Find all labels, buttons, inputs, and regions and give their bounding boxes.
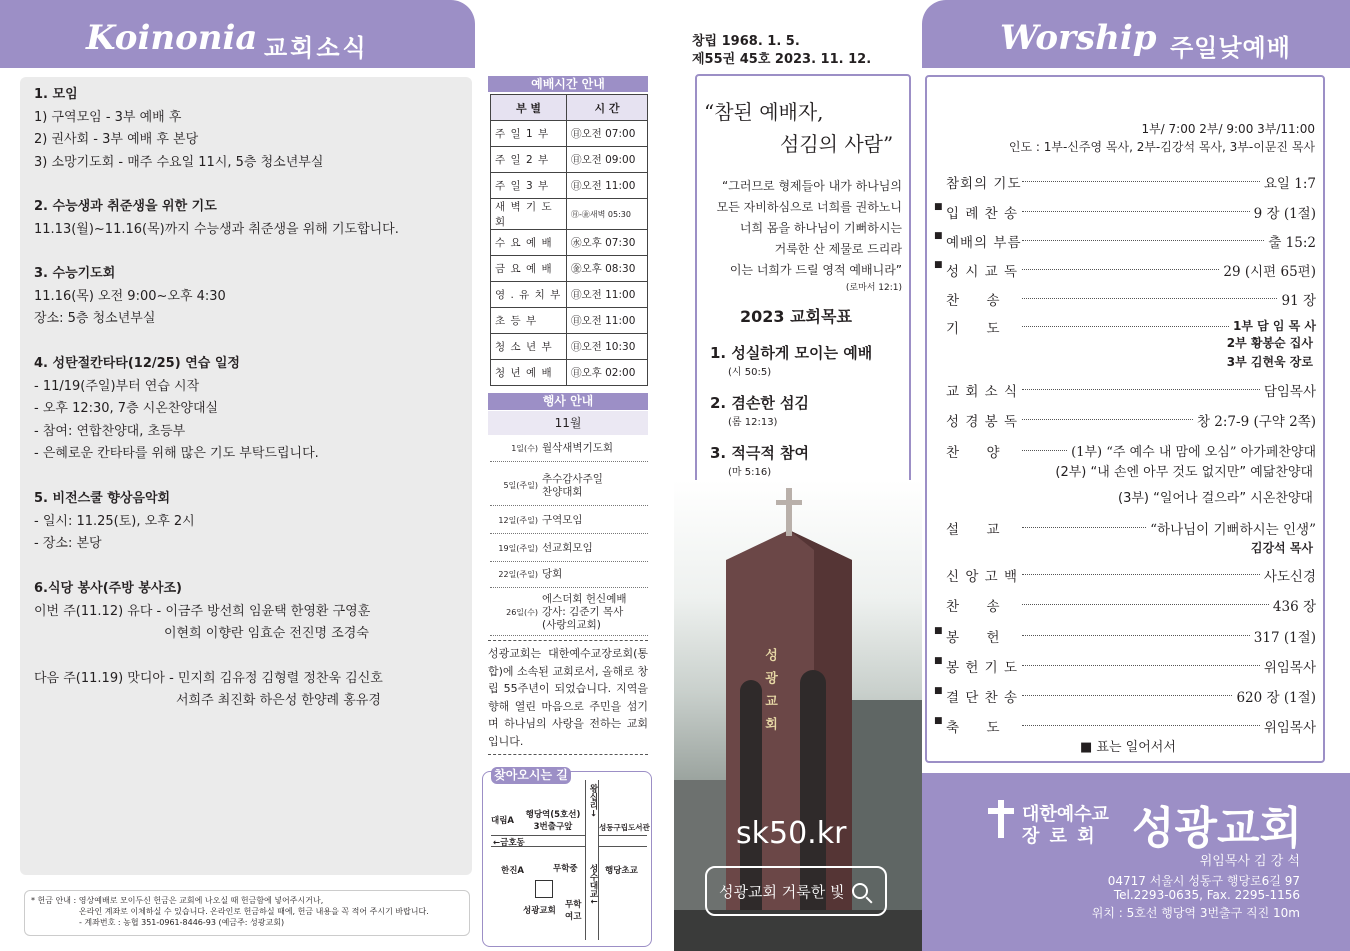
service-name: 새 벽 기 도 회 [491, 199, 567, 230]
worship-times: 1부/ 7:00 2부/ 9:00 3부/11:00 [1141, 122, 1315, 136]
event-title: 추수감사주일 찬양대회 [542, 472, 603, 498]
leader-dots [1022, 202, 1250, 212]
worship-order-item [946, 441, 1316, 461]
goal-ref: (시 50:5) [728, 367, 772, 378]
news-heading: 1. 모임 [34, 87, 78, 102]
news-line: 11.16(목) 오전 9:00~오후 4:30 [34, 288, 226, 304]
order-label: 교 회 소 식 [946, 384, 1019, 400]
church-location: 위치 : 5호선 행당역 3번출구 직진 10m [1091, 906, 1300, 920]
offering-line: - 계좌번호 : 농협 351-0961-8446-93 (예금주: 성광교회) [79, 918, 285, 927]
order-value: 사도신경 [1263, 569, 1316, 585]
sermon-preacher: 김강석 목사 [1250, 541, 1313, 555]
leader-dots [1022, 410, 1193, 420]
map-label: 성수대교↓ [588, 864, 598, 906]
service-time: ㊐오전 07:00 [567, 121, 648, 147]
service-time: ㊐오전 11:00 [567, 173, 648, 199]
worship-order-item [934, 656, 1316, 676]
news-line: - 참여: 연합찬양대, 초등부 [34, 423, 186, 439]
service-time-row [491, 334, 648, 360]
verse-line: 모든 자비하심으로 너희를 권하노니 [716, 200, 902, 214]
about-divider [488, 754, 648, 755]
leader-dots [1022, 686, 1232, 696]
denomination-name-1: 대한예수교 [1022, 804, 1109, 825]
order-value: 91 장 [1281, 293, 1316, 309]
news-line: 이현희 이향란 임효순 전진명 조경숙 [164, 626, 369, 641]
event-date: 12일(주일) [498, 516, 538, 525]
order-label: 예배의 부름 [946, 235, 1022, 251]
leader-dots [1022, 565, 1260, 575]
order-value: 620 장 (1절) [1236, 690, 1316, 706]
theme-line-1: “참된 예배자, [704, 100, 824, 124]
col-header: 시 간 [567, 95, 648, 121]
building-sign-text: 성광교회 [762, 648, 777, 740]
theme-verse [700, 176, 902, 295]
order-value: (1부) “주 예수 내 맘에 오심” 아가페찬양대 [1071, 445, 1316, 460]
worship-order-item [946, 565, 1316, 585]
prayer-line: 3부 김현욱 장로 [1226, 355, 1313, 369]
map-label: 행당초교 [605, 866, 638, 876]
service-time-row [491, 121, 648, 147]
service-time: ㊎오후 08:30 [567, 256, 648, 282]
denomination-cross-icon [988, 800, 1014, 838]
offering-line: * 헌금 안내 : 영상예배로 모이두신 헌금은 교회에 나오실 때 헌금함에 넣어주시거나, [31, 896, 324, 905]
news-line: 이번 주(11.12) 유다 - 이금주 방선희 임윤택 한영환 구영훈 [34, 603, 371, 619]
worship-order-item [946, 410, 1316, 430]
news-heading: 4. 성탄절칸타타(12/25) 연습 일정 [34, 356, 240, 371]
service-time: ㊐오전 11:00 [567, 308, 648, 334]
news-heading: 5. 비전스쿨 향상음악회 [34, 491, 171, 506]
event-date: 5일(주일) [503, 481, 538, 490]
anthem-extra [1000, 460, 1313, 512]
news-section-4 [34, 353, 319, 466]
prayer-line: 2부 황봉순 집사 [1226, 336, 1313, 350]
church-map-icon [535, 880, 553, 898]
order-value: 29 (시편 65편) [1223, 264, 1316, 280]
service-name: 주 일 2 부 [491, 147, 567, 173]
order-label: 봉 헌 [946, 630, 1001, 646]
standing-mark: ■ [934, 626, 943, 636]
order-value: 317 (1절) [1253, 630, 1316, 646]
service-time: ㊐오전 10:30 [567, 334, 648, 360]
leader-dots [1022, 518, 1146, 528]
event-row [490, 562, 648, 588]
order-value: “하나님이 기뻐하시는 인생” [1150, 522, 1316, 538]
news-line: 11.13(월)~11.16(목)까지 수능생과 취준생을 위해 기도합니다. [34, 221, 399, 237]
order-value: 1부 담 임 목 사 [1232, 319, 1316, 333]
order-label: 축 도 [946, 720, 1001, 736]
order-value: 9 장 (1절) [1253, 206, 1316, 222]
event-title: 구역모임 [542, 514, 583, 526]
founded-date: 창립 1968. 1. 5. [692, 34, 800, 49]
event-date: 19일(주일) [498, 544, 538, 553]
news-line: - 장소: 본당 [34, 536, 102, 551]
order-label: 찬 송 [946, 293, 1001, 309]
order-label: 기 도 [946, 321, 1001, 337]
worship-order-item [934, 231, 1316, 251]
leader-dots [1022, 172, 1260, 182]
directions-title: 찾아오시는 길 [491, 767, 571, 784]
anthem-line: (3부) “일어나 걸으라” 시온찬양대 [1118, 491, 1313, 506]
service-time: ㊐오전 11:00 [567, 282, 648, 308]
news-line: 3) 소망기도회 - 매주 수요일 11시, 5층 청소년부실 [34, 154, 324, 170]
news-line: 장소: 5층 청소년부실 [34, 311, 156, 326]
service-time-row [491, 308, 648, 334]
worship-order-item [934, 716, 1316, 736]
service-time-row [491, 230, 648, 256]
worship-subtitle: 주일낮예배 [1170, 34, 1291, 62]
service-time-row [491, 282, 648, 308]
event-title: 월삭새벽기도회 [542, 442, 614, 454]
leader-dots [1022, 626, 1250, 636]
news-section-5 [34, 488, 195, 556]
offering-line: 온라인 계좌로 이체하실 수 있습니다. 온라인로 헌금하실 때에, 헌금 내용을 꼭 적어 주시기 바랍니다. [79, 907, 429, 916]
standing-mark: ■ [934, 716, 943, 726]
service-time-row [491, 199, 648, 230]
standing-mark: ■ [934, 656, 943, 666]
worship-order-item [946, 518, 1316, 538]
goal-ref: (마 5:16) [728, 467, 772, 478]
map-label: ←금호동 [493, 838, 525, 848]
event-row [490, 436, 648, 462]
order-value: 요일 1:7 [1263, 176, 1316, 192]
news-line: - 일시: 11.25(토), 오후 2시 [34, 513, 195, 529]
news-line: - 은혜로운 칸타타를 위해 많은 기도 부탁드립니다. [34, 446, 319, 461]
leader-dots [1022, 260, 1219, 270]
goals-title: 2023 교회목표 [740, 307, 852, 326]
verse-line: 너희 몸을 하나님이 기뻐하시는 [739, 221, 902, 235]
order-value: 위임목사 [1263, 720, 1316, 736]
service-name: 청 소 년 부 [491, 334, 567, 360]
news-line [34, 646, 383, 668]
theme-line-2: 섬김의 사람” [780, 132, 894, 156]
news-heading: 3. 수능기도회 [34, 266, 116, 281]
news-line: 다음 주(11.19) 맛디아 - 민지희 김유정 김형렬 정찬욱 김신호 [34, 670, 383, 686]
service-name: 수 요 예 배 [491, 230, 567, 256]
goals-list [710, 342, 900, 478]
order-label: 신 앙 고 백 [946, 569, 1019, 585]
church-about: 성광교회는 대한예수교장로회(통합)에 소속된 교회로서, 올해로 창립 55주년이 되었습니다. 지역을 향해 열린 마음으로 주민을 섬기며 하나님의 사랑을 전하는 교회입니다. [488, 647, 648, 748]
event-date: 22일(주일) [498, 570, 538, 579]
church-name: 성광교회 [1132, 803, 1303, 854]
news-heading: 6.식당 봉사(주방 봉사조) [34, 581, 182, 596]
leader-dots [1022, 441, 1067, 451]
service-time: ㊊-㊎새벽 05:30 [567, 199, 648, 230]
news-line: 1) 구역모임 - 3부 예배 후 [34, 109, 182, 125]
church-phone: Tel.2293-0635, Fax. 2295-1156 [1113, 888, 1300, 902]
leader-dots [1022, 289, 1277, 299]
news-section-3 [34, 263, 226, 331]
order-label: 찬 송 [946, 599, 1001, 615]
goal-title: 3. 적극적 참여 [710, 444, 810, 462]
map-label: 행당역(5호선) 3번출구앞 [525, 810, 581, 832]
news-section-2 [34, 196, 399, 241]
leader-dots [1022, 380, 1260, 390]
worship-order-item [946, 289, 1316, 309]
prayer-extra [1150, 334, 1313, 372]
directions-map [482, 768, 652, 947]
order-label: 결 단 찬 송 [946, 690, 1019, 706]
website-url[interactable]: sk50.kr [736, 816, 847, 851]
order-label: 봉 헌 기 도 [946, 660, 1019, 676]
worship-order-item [934, 202, 1316, 222]
map-label: 왕십리→ [588, 784, 598, 817]
worship-order-item [946, 172, 1316, 192]
news-line: 2) 권사회 - 3부 예배 후 본당 [34, 132, 199, 147]
leader-dots [1022, 716, 1260, 726]
service-time-row [491, 256, 648, 282]
goal-title: 2. 겸손한 섬김 [710, 394, 810, 412]
event-title: 선교회모임 [542, 542, 593, 554]
order-label: 성 경 봉 독 [946, 414, 1019, 430]
worship-order-item [934, 686, 1316, 706]
order-value: 출 15:2 [1268, 235, 1316, 251]
event-title: 당회 [542, 568, 563, 580]
service-name: 영 . 유 치 부 [491, 282, 567, 308]
koinonia-title: Koinonia [86, 18, 258, 58]
service-time: ㊐오전 09:00 [567, 147, 648, 173]
offering-notice [24, 890, 470, 936]
verse-reference: (로마서 12:1) [845, 283, 902, 293]
event-title: 에스더회 헌신예배 강사: 김준기 목사 (사랑의교회) [542, 593, 627, 631]
worship-order-item [934, 626, 1316, 646]
map-label: 성광교회 [523, 906, 556, 916]
col-header: 부 별 [491, 95, 567, 121]
service-time: ㊌오후 07:30 [567, 230, 648, 256]
events-divider [488, 640, 648, 641]
worship-title: Worship [1000, 18, 1157, 58]
order-value: 담임목사 [1263, 384, 1316, 400]
anthem-line: (2부) “내 손엔 아무 것도 없지만” 예닮찬양대 [1055, 465, 1313, 480]
order-label: 설 교 [946, 522, 1001, 538]
order-value: 창 2:7-9 (구약 2쪽) [1196, 414, 1316, 430]
event-row [490, 590, 648, 636]
search-box[interactable] [705, 866, 887, 916]
worship-order-item [946, 595, 1316, 615]
verse-line: 이는 너희가 드릴 영적 예배니라” [729, 263, 902, 277]
verse-line: “그러므로 형제들아 내가 하나님의 [722, 179, 902, 193]
event-date: 26일(수) [506, 608, 538, 617]
service-name: 청 년 예 배 [491, 360, 567, 386]
service-name: 금 요 예 배 [491, 256, 567, 282]
service-name: 주 일 1 부 [491, 121, 567, 147]
order-label: 성 시 교 독 [946, 264, 1019, 280]
standing-mark: ■ [934, 260, 943, 270]
standing-mark: ■ [934, 202, 943, 212]
service-time-row [491, 147, 648, 173]
event-row [490, 508, 648, 534]
service-time-row [491, 360, 648, 386]
map-label: 한진A [501, 866, 525, 876]
search-text: 성광교회 거룩한 빛 [719, 882, 845, 901]
event-row [490, 536, 648, 562]
news-heading: 2. 수능생과 취준생을 위한 기도 [34, 199, 217, 214]
order-value: 436 장 [1272, 599, 1316, 615]
search-icon[interactable] [852, 883, 868, 899]
issue-number: 제55권 45호 2023. 11. 12. [692, 52, 872, 67]
standing-mark: ■ [934, 686, 943, 696]
standing-mark: ■ [934, 231, 943, 241]
koinonia-subtitle: 교회소식 [264, 34, 369, 62]
map-label: 성동구립도서관 [599, 823, 650, 832]
leader-dots [1022, 595, 1269, 605]
map-label: 무학 여고 [565, 900, 582, 922]
service-time-row [491, 173, 648, 199]
service-name: 주 일 3 부 [491, 173, 567, 199]
goal-ref: (롬 12:13) [728, 417, 778, 428]
news-section-1 [34, 84, 323, 174]
service-time: ㊐오후 02:00 [567, 360, 648, 386]
worship-leaders: 인도 : 1부-신주영 목사, 2부-김강석 목사, 3부-이문진 목사 [1008, 140, 1315, 154]
standing-note: ■ 표는 일어서서 [1080, 740, 1176, 755]
leader-dots [1022, 231, 1264, 241]
news-line: - 오후 12:30, 7층 시온찬양대실 [34, 401, 219, 416]
leader-dots [1022, 656, 1260, 666]
news-line: - 11/19(주일)부터 연습 시작 [34, 378, 200, 394]
map-label: 무학중 [553, 864, 578, 874]
worship-order-item [946, 380, 1316, 400]
worship-order-item [934, 260, 1316, 280]
order-label: 입 례 찬 송 [946, 206, 1019, 222]
news-line: 서희주 최진화 하은성 한양례 홍유경 [176, 693, 381, 708]
order-value: 위임목사 [1263, 660, 1316, 676]
denomination-name-2: 장 로 회 [1022, 826, 1097, 847]
service-times-title: 예배시간 안내 [488, 76, 648, 92]
verse-line: 거룩한 산 제물로 드리라 [774, 242, 902, 256]
event-date: 1일(수) [511, 444, 538, 453]
news-section-6 [34, 578, 383, 713]
map-label: 대림A [491, 816, 515, 826]
leader-dots [1022, 317, 1229, 327]
events-month: 11월 [488, 411, 648, 435]
events-title: 행사 안내 [488, 393, 648, 410]
goal-title: 1. 성실하게 모이는 예배 [710, 344, 873, 362]
event-row [490, 466, 648, 506]
order-label: 찬 양 [946, 445, 1001, 461]
church-address: 04717 서울시 성동구 행당로6길 97 [1107, 874, 1300, 888]
service-times-table [490, 94, 648, 386]
order-label: 참회의 기도 [946, 176, 1022, 192]
service-name: 초 등 부 [491, 308, 567, 334]
pastor-name: 위임목사 김 강 석 [1199, 854, 1300, 869]
